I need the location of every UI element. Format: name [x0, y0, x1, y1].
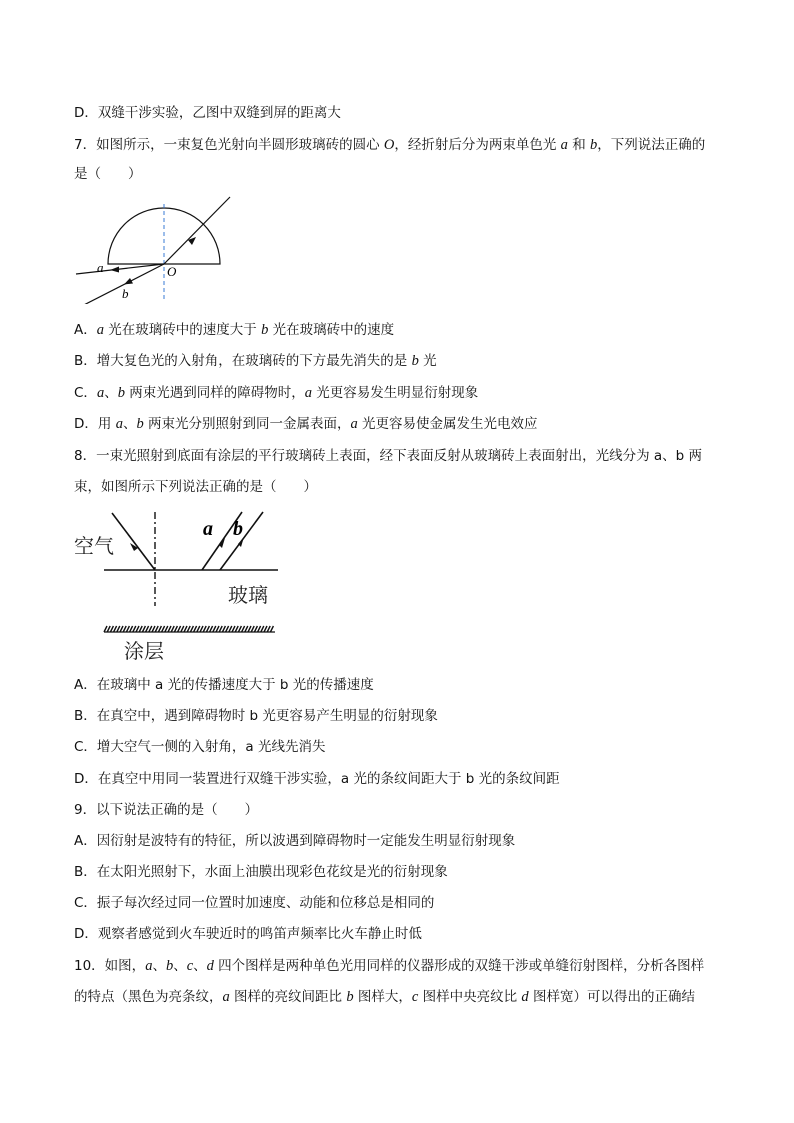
- hatch-mark: [200, 626, 203, 632]
- hatch-mark: [162, 626, 165, 632]
- hatch-mark: [139, 626, 142, 632]
- hatch-mark: [232, 626, 235, 632]
- label-air: 空气: [74, 534, 114, 558]
- hatch-mark: [168, 626, 171, 632]
- hatch-mark: [238, 626, 241, 632]
- hatch-mark: [110, 626, 113, 632]
- hatch-mark: [261, 626, 264, 632]
- ray-a-arrow: [110, 267, 119, 273]
- hatch-mark: [229, 626, 232, 632]
- q9-option-d: D．观察者感觉到火车驶近时的鸣笛声频率比火车静止时低: [74, 926, 422, 942]
- label-coating: 涂层: [124, 639, 164, 663]
- hatch-mark: [117, 626, 120, 632]
- hatch-mark: [126, 626, 129, 632]
- q7-option-d: D．用 a、b 两束光分别照射到同一金属表面，a 光更容易使金属发生光电效应: [74, 416, 538, 432]
- hatch-mark: [270, 626, 273, 632]
- q10-stem-line1: 10．如图，a、b、c、d 四个图样是两种单色光用同样的仪器形成的双缝干涉或单缝衍射图样，分析各图样: [74, 958, 705, 974]
- hatch-mark: [203, 626, 206, 632]
- q8-option-a: A．在玻璃中 a 光的传播速度大于 b 光的传播速度: [74, 677, 374, 693]
- q7-option-c: C．a、b 两束光遇到同样的障碍物时，a 光更容易发生明显衍射现象: [74, 385, 479, 401]
- q8-option-d: D．在真空中用同一装置进行双缝干涉实验，a 光的条纹间距大于 b 光的条纹间距: [74, 771, 560, 787]
- hatch-mark: [155, 626, 158, 632]
- label-b: b: [233, 518, 243, 540]
- q7-stem-line1: 7．如图所示，一束复色光射向半圆形玻璃砖的圆心 O，经折射后分为两束单色光 a 和 b，下列说法正确的: [74, 137, 706, 153]
- q7-option-a: A．a 光在玻璃砖中的速度大于 b 光在玻璃砖中的速度: [74, 322, 395, 338]
- hatch-mark: [258, 626, 261, 632]
- hatch-mark: [213, 626, 216, 632]
- q7-option-b: B．增大复色光的入射角，在玻璃砖的下方最先消失的是 b 光: [74, 353, 437, 369]
- ray-b-arrow: [124, 278, 133, 285]
- hatch-mark: [142, 626, 145, 632]
- hatch-mark: [133, 626, 136, 632]
- hatch-mark: [120, 626, 123, 632]
- label-a: a: [203, 518, 213, 540]
- q9-option-b: B．在太阳光照射下，水面上油膜出现彩色花纹是光的衍射现象: [74, 864, 448, 880]
- ray-a: [76, 264, 164, 274]
- incident-ray: [164, 197, 230, 264]
- hatch-mark: [149, 626, 152, 632]
- hatch-mark: [251, 626, 254, 632]
- q9-stem: 9．以下说法正确的是（ ）: [74, 802, 259, 818]
- hatch-mark: [184, 626, 187, 632]
- hatch-mark: [254, 626, 257, 632]
- label-a: a: [97, 260, 104, 275]
- hatch-mark: [165, 626, 168, 632]
- q8-option-b: B．在真空中，遇到障碍物时 b 光更容易产生明显的衍射现象: [74, 708, 438, 724]
- q8-figure-glass-coating: [70, 508, 285, 666]
- hatch-mark: [248, 626, 251, 632]
- q7-stem-line2: 是（ ）: [74, 166, 142, 182]
- hatch-mark: [174, 626, 177, 632]
- hatch-mark: [190, 626, 193, 632]
- q8-option-c: C．增大空气一侧的入射角，a 光线先消失: [74, 739, 326, 755]
- hatch-mark: [104, 626, 107, 632]
- label-glass: 玻璃: [228, 583, 268, 607]
- hatch-mark: [197, 626, 200, 632]
- hatch-mark: [146, 626, 149, 632]
- hatch-mark: [158, 626, 161, 632]
- hatch-mark: [178, 626, 181, 632]
- q9-option-a: A．因衍射是波特有的特征，所以波遇到障碍物时一定能发生明显衍射现象: [74, 833, 516, 849]
- hatch-mark: [114, 626, 117, 632]
- hatch-mark: [130, 626, 133, 632]
- hatch-mark: [235, 626, 238, 632]
- incident-ray: [112, 513, 155, 570]
- hatch-mark: [206, 626, 209, 632]
- q8-stem-line2: 束，如图所示下列说法正确的是（ ）: [74, 479, 317, 495]
- hatch-mark: [216, 626, 219, 632]
- hatch-mark: [152, 626, 155, 632]
- q6-option-d: D．双缝干涉实验，乙图中双缝到屏的距离大: [74, 105, 341, 121]
- hatch-mark: [242, 626, 245, 632]
- hatch-mark: [107, 626, 110, 632]
- hatch-mark: [171, 626, 174, 632]
- q9-option-c: C．振子每次经过同一位置时加速度、动能和位移总是相同的: [74, 895, 435, 911]
- hatch-mark: [222, 626, 225, 632]
- hatch-mark: [210, 626, 213, 632]
- q10-stem-line2: 的特点（黑色为亮条纹，a 图样的亮纹间距比 b 图样大，c 图样中央亮纹比 d 图样宽）可以得出的正确结: [74, 989, 695, 1005]
- q8-stem-line1: 8．一束光照射到底面有涂层的平行玻璃砖上表面，经下表面反射从玻璃砖上表面射出，光线分为 a、b 两: [74, 448, 703, 464]
- hatch-mark: [136, 626, 139, 632]
- hatch-mark: [226, 626, 229, 632]
- hatch-mark: [181, 626, 184, 632]
- hatch-mark: [219, 626, 222, 632]
- label-b: b: [122, 286, 129, 301]
- coating-hatch: [104, 626, 273, 632]
- hatch-mark: [194, 626, 197, 632]
- q7-figure-semicircle-glass: [72, 192, 242, 304]
- ray-b: [76, 264, 164, 304]
- hatch-mark: [123, 626, 126, 632]
- hatch-mark: [245, 626, 248, 632]
- hatch-mark: [267, 626, 270, 632]
- hatch-mark: [187, 626, 190, 632]
- label-O: O: [167, 264, 177, 279]
- hatch-mark: [264, 626, 267, 632]
